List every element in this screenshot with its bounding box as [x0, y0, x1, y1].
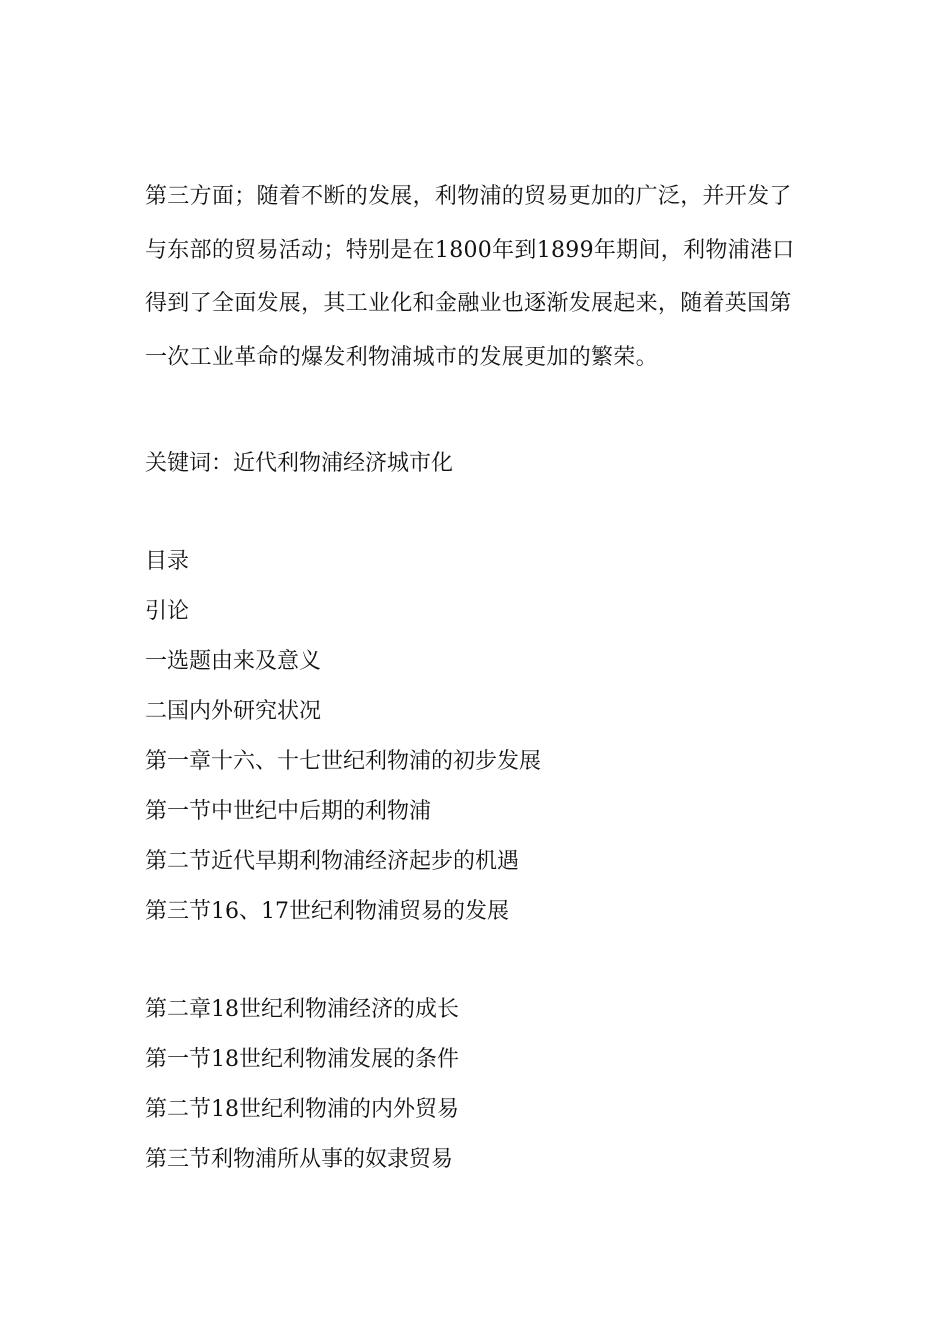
toc-title: 目录 — [145, 549, 190, 574]
table-of-contents — [145, 537, 810, 1185]
toc-entry: 二国内外研究状况 — [145, 699, 322, 724]
toc-entry: 第一节中世纪中后期的利物浦 — [145, 799, 432, 824]
toc-entry: 第一节18世纪利物浦发展的条件 — [145, 1047, 459, 1072]
toc-entry: 引论 — [145, 599, 190, 624]
document-content — [145, 170, 810, 1185]
toc-entry: 第三节16、17世纪利物浦贸易的发展 — [145, 899, 509, 924]
toc-entry: 第三节利物浦所从事的奴隶贸易 — [145, 1147, 454, 1172]
toc-entry: 一选题由来及意义 — [145, 649, 322, 674]
keywords-line: 关键词：近代利物浦经济城市化 — [145, 451, 454, 476]
toc-spacer — [145, 937, 810, 985]
toc-entry: 第二节近代早期利物浦经济起步的机遇 — [145, 849, 520, 874]
body-paragraph: 第三方面；随着不断的发展，利物浦的贸易更加的广泛，并开发了与东部的贸易活动；特别是在1800年到1899年期间，利物浦港口得到了全面发展，其工业化和金融业也逐渐发展起来，随着英国第一次工业革命的爆发利物浦城市的发展更加的繁荣。 — [145, 184, 795, 370]
toc-entry: 第二章18世纪利物浦经济的成长 — [145, 997, 459, 1022]
toc-entry: 第一章十六、十七世纪利物浦的初步发展 — [145, 749, 542, 774]
toc-entry: 第二节18世纪利物浦的内外贸易 — [145, 1097, 459, 1122]
